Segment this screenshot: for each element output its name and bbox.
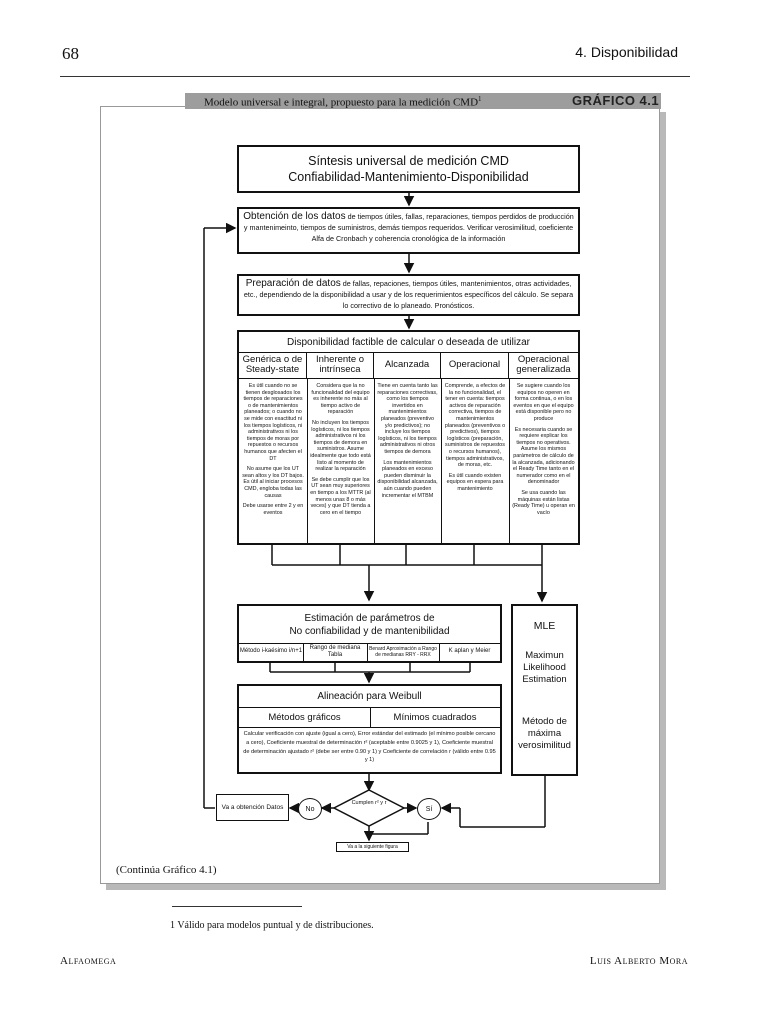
column-paragraph: Tiene en cuenta tanto las reparaciones correctivas, como los tiempos invertidos en mantenimientos planeados (preventivo y/o predictivos); no incluye los tiempos logísticos, ni los tiempos administrativos ni otros tiempos de demora <box>377 383 438 455</box>
decision-no: No <box>298 798 322 820</box>
footnote: 1 Válido para modelos puntual y de distribuciones. <box>170 920 374 931</box>
column-paragraph: Se usa cuando las máquinas están listas (Ready Time) u operan en vacío <box>512 489 575 516</box>
method-median-rank: Rango de mediana Tabla <box>303 643 368 661</box>
column-head-inherent: Inherente o intrínseca <box>307 352 374 379</box>
data-obtention-text: de tiempos útiles, fallas, reparaciones, tiempos perdidos de producción y mantenimeinto, tiempos de suministros, demás tiempos requeridos. Verificar verosimilitud, coeficiente Alfa de Cronbach y coherencia cronológica de la información <box>243 212 574 243</box>
weibull-note: Calcular verificación con ajuste (igual a cero), Error estándar del estimado (el mínimo posible cercano a cero), Coeficiente muestral de determinación r² (aceptable entre 0.9025 y 1), Coeficiente muestral de determinación ajustado r² (debe ser entre 0.90 y 1) y Coeficiente de correlación r (válido entre 0.95 y 1) <box>243 731 496 764</box>
data-preparation-text: de fallas, repaciones, tiempos útiles, mantenimientos, otras actividades, etc., dependiendo de la disponibilidad a usar y de los requerimientos específicos del cálculo. Se separa lo correctivo de lo planeado. Pronósticos. <box>243 279 574 310</box>
column-head-achieved: Alcanzada <box>374 352 441 379</box>
figure-caption-footnote-mark: 1 <box>478 95 482 103</box>
mle-box <box>511 604 578 776</box>
footer-publisher: Alfaomega <box>60 955 117 967</box>
column-paragraph: No incluyen los tiempos logísticos, ni los tiempos administrativos ni los tiempos de demora en suministros. Asume idealmente que todo está listo al momento de realizar la reparación <box>310 419 371 473</box>
column-head-generic: Genérica o de Steady-state <box>239 352 307 379</box>
figure-number: GRÁFICO 4.1 <box>572 93 660 108</box>
page-number: 68 <box>62 44 79 63</box>
data-obtention-box <box>237 207 580 254</box>
column-body-generalized-operational <box>509 380 578 543</box>
column-paragraph: Considera que la no funcionalidad del equipo es inherente no más al tiempo activo de reparación <box>311 383 370 416</box>
graphic-methods: Métodos gráficos <box>239 707 371 728</box>
column-head-operational: Operacional <box>441 352 509 379</box>
column-paragraph: Es útil cuando no se tienen desglosados los tiempos de reparaciones o de mantenimientos planeados; o cuando no se mide con exactitud ni los tiempos logísticos, ni administrativos ni los tiempos de moras por repuestos o recursos humanos que afecten el DT <box>243 383 303 462</box>
column-paragraph: Se sugiere cuando los equipos no operen en forma continua, o en los eventos en que el equipo está disponible pero no produce <box>513 383 574 422</box>
estimation-line-1: Estimación de parámetros de <box>304 612 435 624</box>
column-body-achieved <box>374 380 441 543</box>
estimation-box <box>237 604 502 663</box>
least-squares: Mínimos cuadrados <box>370 707 500 728</box>
chapter-title: 4. Disponibilidad <box>575 44 678 60</box>
column-paragraph: Los mantenimientos planeados en exceso pueden disminuir la disponibilidad alcanzada, aún cuando pueden incrementar el MTBM <box>377 459 438 499</box>
column-body-inherent <box>307 380 374 543</box>
method-ikaesimo: Método i-kaésimo i/n+1 <box>239 643 304 661</box>
next-figure-box: Va a la siguiente figura <box>336 842 409 852</box>
column-paragraph: Es útil cuando existen equipos en espera para mantenimiento <box>446 472 504 492</box>
mle-method: Método de máxima verosimilitud <box>518 716 571 751</box>
continues-label: (Continúa Gráfico 4.1) <box>116 864 217 876</box>
synthesis-box <box>237 145 580 193</box>
decision-yes: Sí <box>417 798 441 820</box>
column-paragraph: Se debe cumplir que los UT sean muy superiores en tiempo a los MTTR (al menos unas 8 o más veces) y que DT tienda a cero en el tiempo <box>310 476 371 516</box>
figure-caption-text: Modelo universal e integral, propuesto para la medición CMD <box>204 96 479 109</box>
estimation-line-2: No confiabilidad y de mantenibilidad <box>289 625 450 637</box>
method-kaplan-meier: K aplan y Meier <box>448 648 491 655</box>
weibull-box <box>237 684 502 774</box>
data-obtention-title: Obtención de los datos <box>243 211 346 222</box>
footnote-rule <box>172 906 302 907</box>
availability-title: Disponibilidad factible de calcular o deseada de utilizar <box>239 332 578 353</box>
decision-diamond <box>334 790 404 826</box>
data-preparation-title: Preparación de datos <box>245 278 341 289</box>
mle-title: MLE <box>533 620 556 632</box>
column-paragraph: Es necesaria cuando se requiere explicar los tiempos no operativos. Asume los mismos parámetros de cálculo de la alcanzada, adicionando el Ready Time tanto en el numerador como en el denominador <box>512 426 575 486</box>
data-preparation-box <box>237 274 580 316</box>
weibull-title: Alineación para Weibull <box>239 686 500 708</box>
availability-table <box>237 330 580 545</box>
estimation-title <box>239 606 500 644</box>
decision-label: Cumplen r² y r <box>351 800 387 806</box>
footer-author: Luis Alberto Mora <box>589 955 688 967</box>
method-benard: Benard Aproximación a Rango de medianas RRY - RRX <box>367 643 440 661</box>
column-paragraph: Comprende, a efectos de la no funcionalidad, el tener en cuenta: tiempos activos de reparación correctiva, tiempos de mantenimientos planeados (preventivos o predictivos), tiempos logísticos (preparación, suministros de repuestos o recursos humanos), tiempos administrativos, de moras, etc. <box>444 383 506 469</box>
back-to-obtention-box: Va a obtención Datos <box>216 794 289 821</box>
synthesis-line-2: Confiabilidad-Mantenimiento-Disponibilidad <box>288 170 529 184</box>
column-paragraph: No asume que los UT sean altos y los DT bajos. Es útil al iniciar procesos CMD, engloba todas las causas <box>242 466 304 499</box>
column-head-generalized-operational: Operacional generalizada <box>509 352 578 379</box>
column-paragraph: Debe usarse entre 2 y en eventos <box>242 503 304 516</box>
synthesis-line-1: Síntesis universal de medición CMD <box>308 154 509 168</box>
mle-full-name: Maximun Likelihood Estimation <box>522 650 567 685</box>
column-body-operational <box>441 380 509 543</box>
column-body-generic <box>239 380 307 543</box>
